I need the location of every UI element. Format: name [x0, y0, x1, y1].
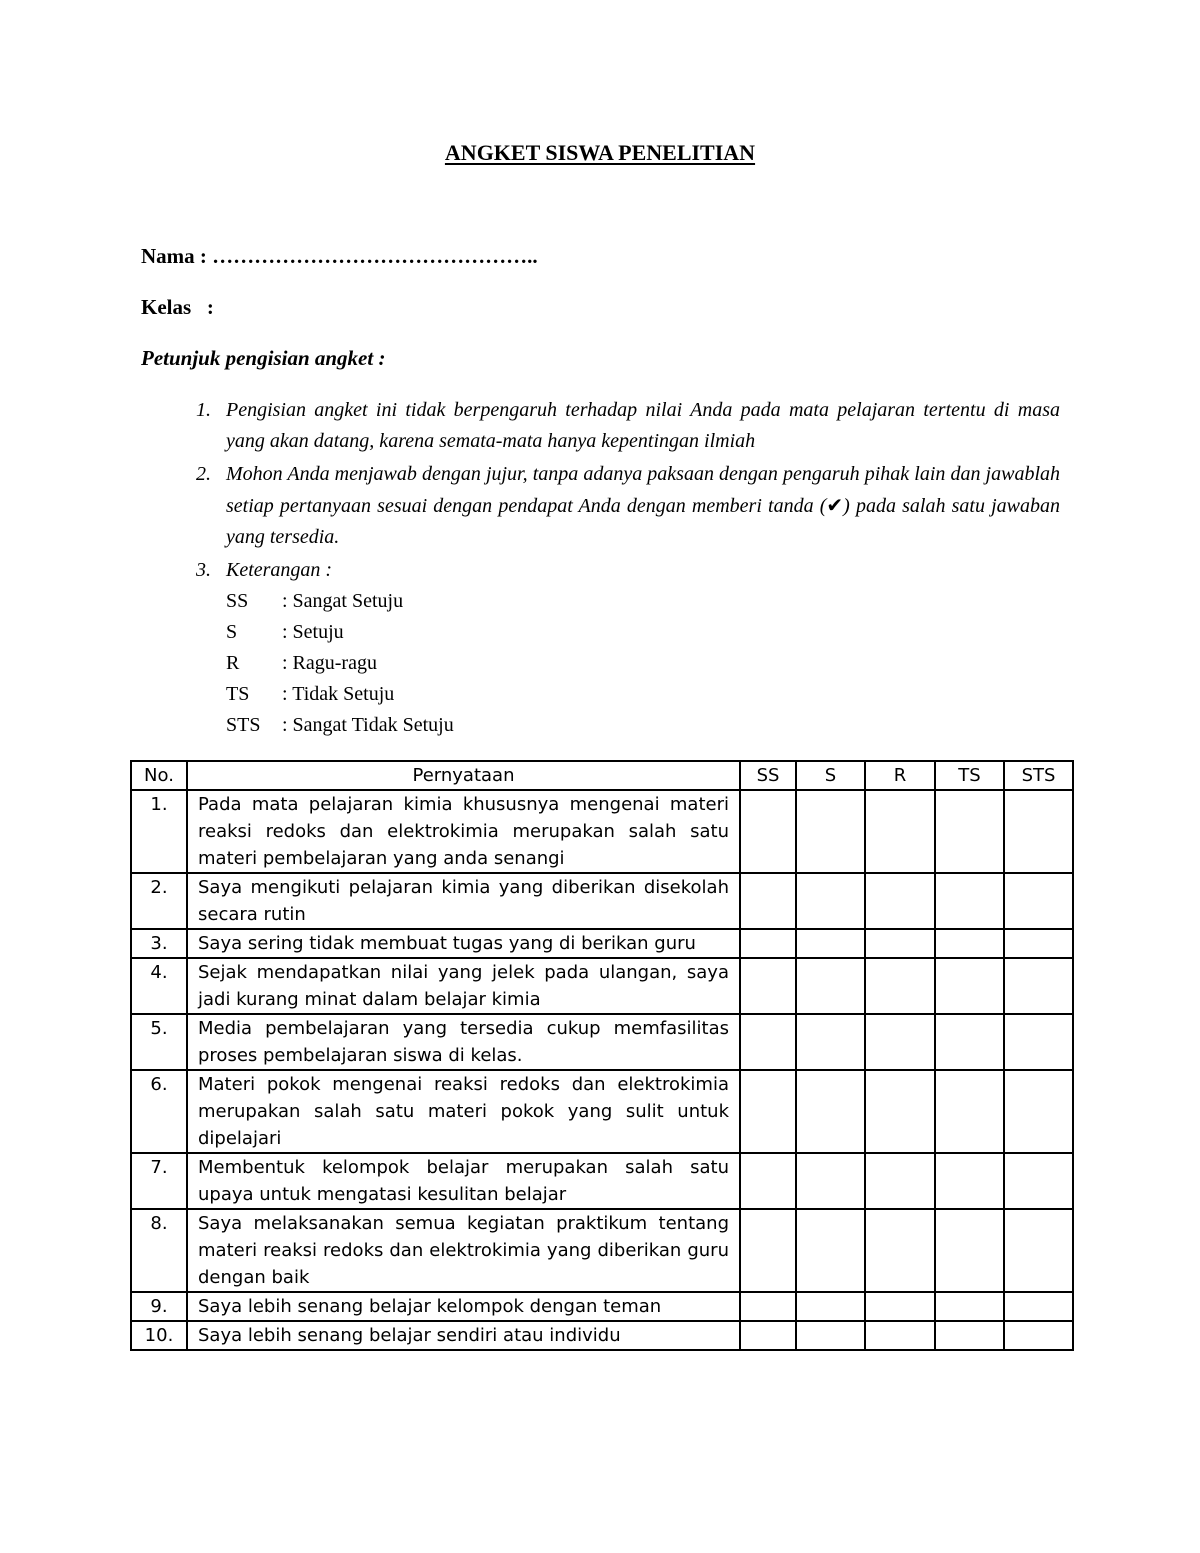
answer-cell-ss[interactable]	[740, 958, 796, 1014]
table-row	[131, 1014, 1073, 1070]
answer-cell-r[interactable]	[865, 1292, 935, 1321]
answer-cell-s[interactable]	[796, 929, 865, 958]
kelas-label: Kelas	[141, 295, 192, 319]
header-ss: SS	[740, 761, 796, 790]
row-number: 2.	[131, 873, 187, 929]
header-s: S	[796, 761, 865, 790]
answer-cell-ts[interactable]	[935, 929, 1004, 958]
instruction-text: Mohon Anda menjawab dengan jujur, tanpa adanya paksaan dengan pengaruh pihak lain dan jawablah setiap pertanyaan sesuai dengan pendapat Anda dengan memberi tanda (	[226, 463, 1060, 517]
statement-text: Saya mengikuti pelajaran kimia yang diberikan disekolah secara rutin	[187, 873, 740, 929]
table-row	[131, 1209, 1073, 1292]
table-row	[131, 790, 1073, 873]
legend-desc: : Sangat Tidak Setuju	[282, 714, 454, 736]
answer-cell-ss[interactable]	[740, 1014, 796, 1070]
answer-cell-r[interactable]	[865, 1070, 935, 1153]
legend-code: R	[226, 652, 240, 674]
instruction-text: ) pada salah satu jawaban yang tersedia.	[226, 495, 1060, 548]
answer-cell-r[interactable]	[865, 958, 935, 1014]
header-no: No.	[131, 761, 187, 790]
nama-value: : ………………………………………..	[199, 244, 538, 268]
statement-text: Materi pokok mengenai reaksi redoks dan elektrokimia merupakan salah satu materi pokok yang sulit untuk dipelajari	[187, 1070, 740, 1153]
legend-desc: : Sangat Setuju	[282, 590, 404, 612]
table-row	[131, 929, 1073, 958]
answer-cell-s[interactable]	[796, 1014, 865, 1070]
row-number: 1.	[131, 790, 187, 873]
answer-cell-sts[interactable]	[1004, 958, 1073, 1014]
answer-cell-sts[interactable]	[1004, 1209, 1073, 1292]
answer-cell-sts[interactable]	[1004, 1070, 1073, 1153]
answer-cell-ts[interactable]	[935, 1292, 1004, 1321]
answer-cell-sts[interactable]	[1004, 929, 1073, 958]
instruction-number: 3.	[196, 559, 211, 581]
statement-text: Saya sering tidak membuat tugas yang di berikan guru	[187, 929, 740, 958]
table-row	[131, 958, 1073, 1014]
answer-cell-ss[interactable]	[740, 1292, 796, 1321]
legend-code: TS	[226, 683, 250, 705]
answer-cell-r[interactable]	[865, 1209, 935, 1292]
answer-legend	[226, 586, 1060, 741]
answer-cell-ss[interactable]	[740, 929, 796, 958]
legend-code: S	[226, 621, 238, 643]
answer-cell-s[interactable]	[796, 1292, 865, 1321]
table-row	[131, 1070, 1073, 1153]
answer-cell-sts[interactable]	[1004, 790, 1073, 873]
legend-code: SS	[226, 590, 249, 612]
answer-cell-r[interactable]	[865, 1321, 935, 1350]
statement-text: Media pembelajaran yang tersedia cukup memfasilitas proses pembelajaran siswa di kelas.	[187, 1014, 740, 1070]
answer-cell-r[interactable]	[865, 873, 935, 929]
row-number: 5.	[131, 1014, 187, 1070]
statement-text: Saya lebih senang belajar kelompok dengan teman	[187, 1292, 740, 1321]
answer-cell-ts[interactable]	[935, 1070, 1004, 1153]
answer-cell-s[interactable]	[796, 958, 865, 1014]
answer-cell-s[interactable]	[796, 1209, 865, 1292]
legend-row	[226, 648, 1060, 679]
row-number: 10.	[131, 1321, 187, 1350]
instruction-item-2	[196, 459, 1060, 553]
answer-cell-ts[interactable]	[935, 1321, 1004, 1350]
table-row	[131, 1292, 1073, 1321]
answer-cell-ts[interactable]	[935, 873, 1004, 929]
page-title: ANGKET SISWA PENELITIAN	[444, 140, 756, 165]
answer-cell-ss[interactable]	[740, 1070, 796, 1153]
instruction-number: 1.	[196, 399, 211, 421]
legend-desc: : Tidak Setuju	[282, 683, 395, 705]
answer-cell-s[interactable]	[796, 790, 865, 873]
header-r: R	[865, 761, 935, 790]
legend-desc: : Ragu-ragu	[282, 652, 377, 674]
statement-text: Saya melaksanakan semua kegiatan praktikum tentang materi reaksi redoks dan elektrokimia yang diberikan guru dengan baik	[187, 1209, 740, 1292]
row-number: 9.	[131, 1292, 187, 1321]
survey-table	[130, 760, 1074, 1351]
answer-cell-sts[interactable]	[1004, 1014, 1073, 1070]
answer-cell-s[interactable]	[796, 1070, 865, 1153]
answer-cell-r[interactable]	[865, 790, 935, 873]
kelas-field	[141, 295, 214, 320]
table-row	[131, 873, 1073, 929]
answer-cell-sts[interactable]	[1004, 1321, 1073, 1350]
answer-cell-ts[interactable]	[935, 1014, 1004, 1070]
answer-cell-sts[interactable]	[1004, 1292, 1073, 1321]
legend-row	[226, 586, 1060, 617]
instruction-item-3	[196, 555, 1060, 741]
table-row	[131, 1321, 1073, 1350]
instruction-text: Keterangan :	[226, 559, 333, 581]
instruction-item-1	[196, 395, 1060, 457]
answer-cell-ss[interactable]	[740, 790, 796, 873]
legend-code: STS	[226, 714, 261, 736]
answer-cell-ts[interactable]	[935, 1153, 1004, 1209]
header-ts: TS	[935, 761, 1004, 790]
legend-row	[226, 679, 1060, 710]
table-row	[131, 1153, 1073, 1209]
answer-cell-ss[interactable]	[740, 873, 796, 929]
table-header-row	[131, 761, 1073, 790]
table-body	[131, 790, 1073, 1350]
answer-cell-ss[interactable]	[740, 1153, 796, 1209]
answer-cell-ts[interactable]	[935, 790, 1004, 873]
answer-cell-ts[interactable]	[935, 1209, 1004, 1292]
answer-cell-s[interactable]	[796, 1321, 865, 1350]
header-statement: Pernyataan	[187, 761, 740, 790]
statement-text: Membentuk kelompok belajar merupakan salah satu upaya untuk mengatasi kesulitan belajar	[187, 1153, 740, 1209]
answer-cell-sts[interactable]	[1004, 1153, 1073, 1209]
nama-label: Nama	[141, 244, 195, 268]
instructions-list	[196, 395, 1060, 743]
instructions-heading: Petunjuk pengisian angket :	[141, 346, 386, 370]
legend-row	[226, 710, 1060, 741]
row-number: 6.	[131, 1070, 187, 1153]
row-number: 8.	[131, 1209, 187, 1292]
answer-cell-ss[interactable]	[740, 1209, 796, 1292]
statement-text: Pada mata pelajaran kimia khususnya mengenai materi reaksi redoks dan elektrokimia merupakan salah satu materi pembelajaran yang anda senangi	[187, 790, 740, 873]
legend-desc: : Setuju	[282, 621, 344, 643]
instruction-number: 2.	[196, 463, 211, 485]
answer-cell-r[interactable]	[865, 929, 935, 958]
row-number: 4.	[131, 958, 187, 1014]
answer-cell-r[interactable]	[865, 1014, 935, 1070]
answer-cell-s[interactable]	[796, 873, 865, 929]
answer-cell-sts[interactable]	[1004, 873, 1073, 929]
answer-cell-s[interactable]	[796, 1153, 865, 1209]
legend-row	[226, 617, 1060, 648]
answer-cell-ss[interactable]	[740, 1321, 796, 1350]
check-mark-icon: ✔	[826, 493, 844, 517]
row-number: 3.	[131, 929, 187, 958]
answer-cell-r[interactable]	[865, 1153, 935, 1209]
statement-text: Sejak mendapatkan nilai yang jelek pada ulangan, saya jadi kurang minat dalam belajar kimia	[187, 958, 740, 1014]
row-number: 7.	[131, 1153, 187, 1209]
nama-field	[141, 244, 538, 269]
answer-cell-ts[interactable]	[935, 958, 1004, 1014]
kelas-value: :	[206, 295, 214, 319]
header-sts: STS	[1004, 761, 1073, 790]
instruction-text: Pengisian angket ini tidak berpengaruh terhadap nilai Anda pada mata pelajaran tertentu di masa yang akan datang, karena semata-mata hanya kepentingan ilmiah	[226, 399, 1060, 452]
statement-text: Saya lebih senang belajar sendiri atau individu	[187, 1321, 740, 1350]
